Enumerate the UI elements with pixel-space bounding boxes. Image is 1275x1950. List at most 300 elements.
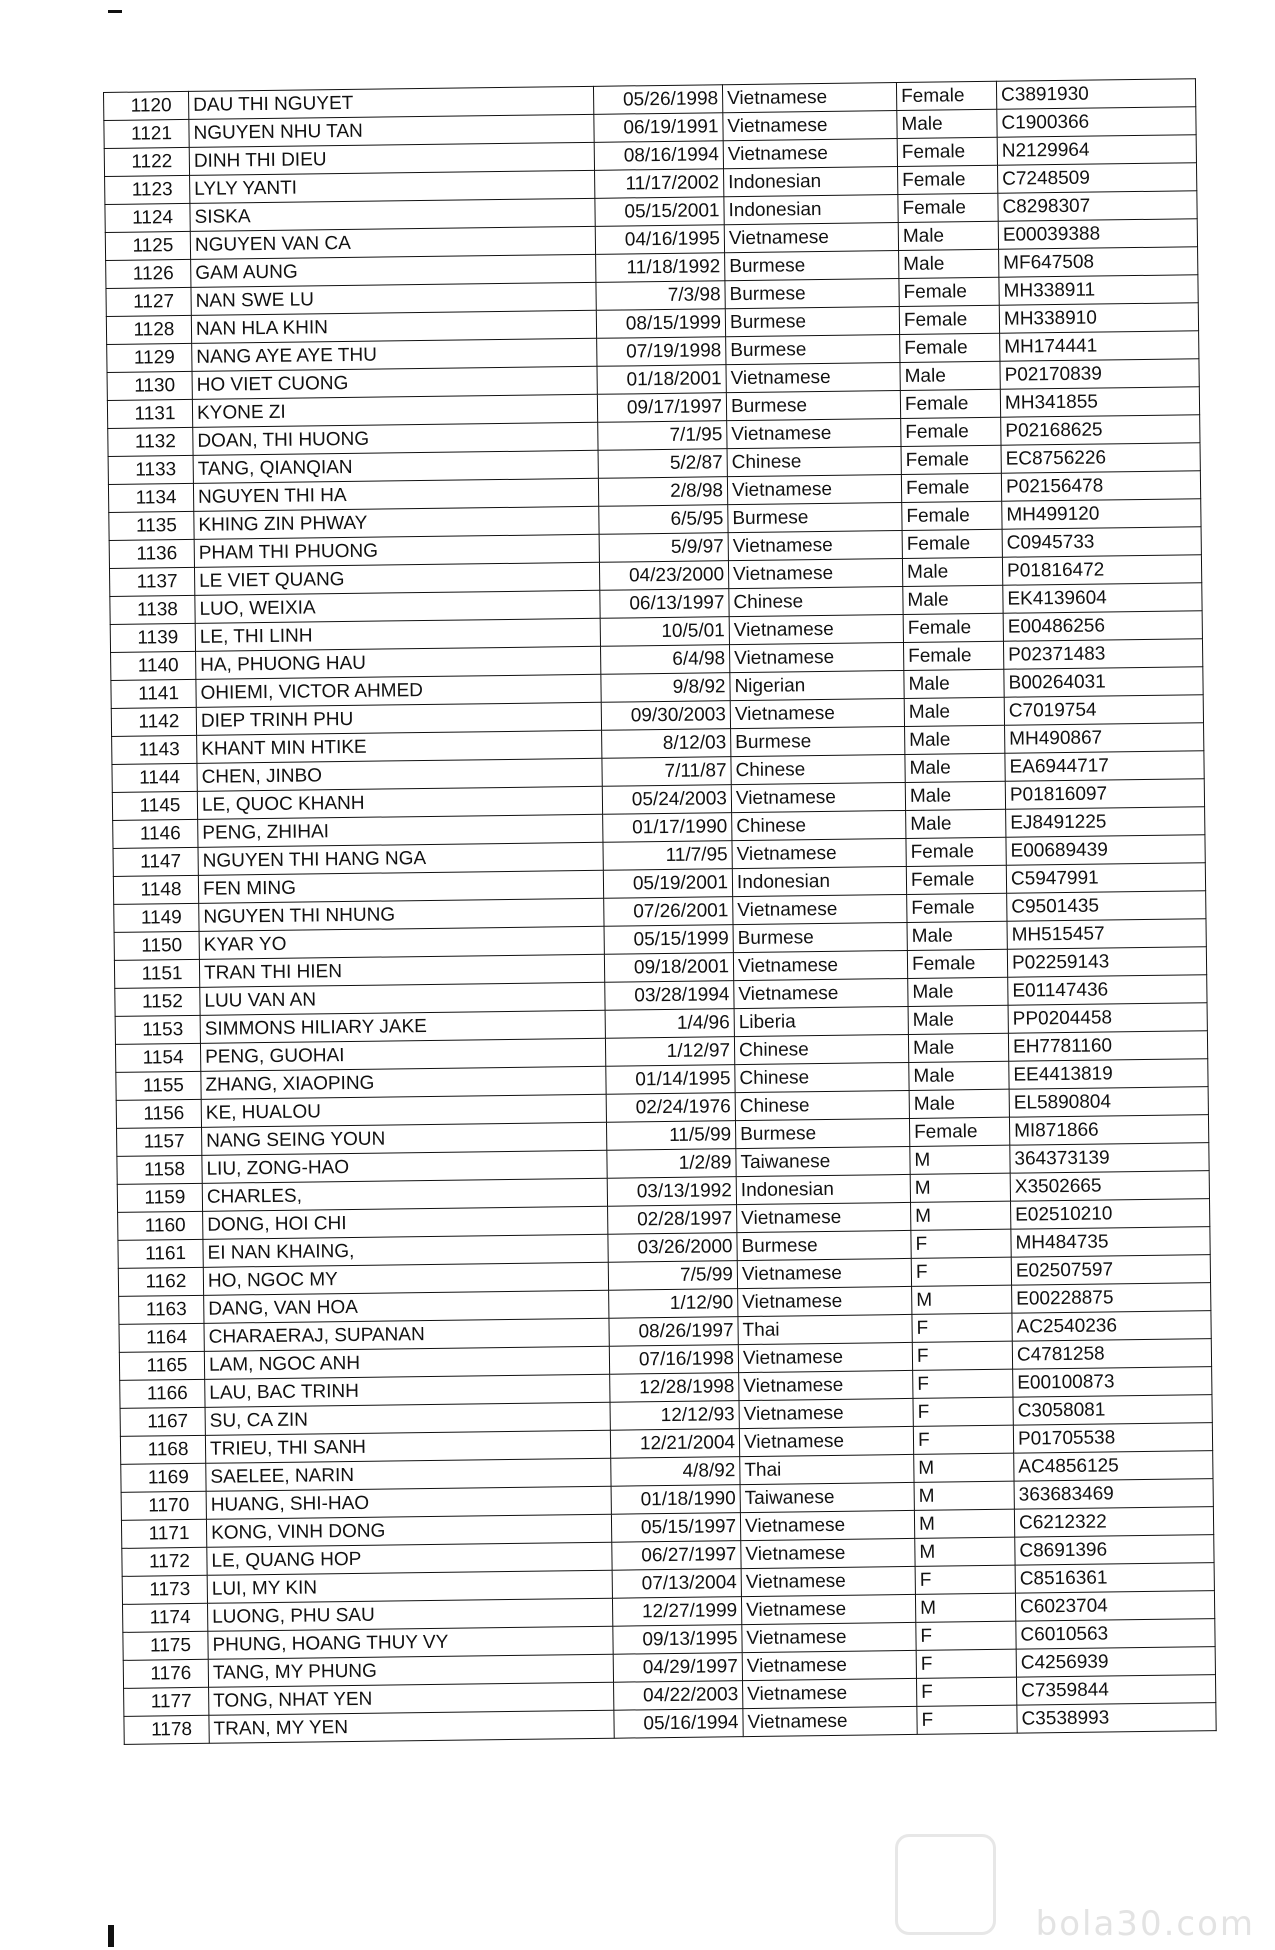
nationality-cell: Chinese — [735, 1062, 909, 1092]
passport-number-cell: C7359844 — [1016, 1675, 1215, 1705]
gender-cell: Male — [899, 249, 999, 278]
date-of-birth-cell: 12/21/2004 — [610, 1429, 739, 1459]
full-name-cell: TRIEU, THI SANH — [205, 1430, 610, 1463]
gender-cell: Male — [898, 221, 998, 250]
full-name-cell: LYLY YANTI — [190, 170, 595, 203]
nationality-cell: Indonesian — [736, 1174, 910, 1204]
gender-cell: M — [914, 1453, 1014, 1482]
full-name-cell: LUU VAN AN — [200, 982, 605, 1015]
full-name-cell: LE, QUANG HOP — [207, 1542, 612, 1575]
gender-cell: F — [916, 1621, 1016, 1650]
nationality-cell: Vietnamese — [729, 614, 903, 644]
passport-number-cell: AC4856125 — [1014, 1451, 1213, 1481]
record-number-cell: 1155 — [116, 1071, 201, 1100]
gender-cell: Female — [907, 949, 1007, 978]
gender-cell: M — [912, 1285, 1012, 1314]
gender-cell: Male — [908, 1005, 1008, 1034]
gender-cell: M — [910, 1145, 1010, 1174]
gender-cell: F — [912, 1313, 1012, 1342]
gender-cell: Female — [897, 165, 997, 194]
date-of-birth-cell: 04/22/2003 — [614, 1681, 743, 1711]
full-name-cell: NANG SEING YOUN — [202, 1122, 607, 1155]
record-number-cell: 1137 — [109, 567, 194, 596]
passport-number-cell: E00039388 — [998, 219, 1197, 249]
passport-number-cell: MI871866 — [1009, 1115, 1208, 1145]
date-of-birth-cell: 02/28/1997 — [608, 1205, 737, 1235]
date-of-birth-cell: 1/4/96 — [605, 1009, 734, 1039]
date-of-birth-cell: 07/19/1998 — [597, 337, 726, 367]
full-name-cell: LE, QUOC KHANH — [197, 786, 602, 819]
full-name-cell: HUANG, SHI-HAO — [206, 1486, 611, 1519]
gender-cell: Female — [898, 193, 998, 222]
date-of-birth-cell: 7/11/87 — [602, 757, 731, 787]
nationality-cell: Burmese — [725, 279, 899, 309]
nationality-cell: Thai — [738, 1314, 912, 1344]
nationality-cell: Vietnamese — [739, 1370, 913, 1400]
record-number-cell: 1132 — [108, 427, 193, 456]
gender-cell: Male — [907, 921, 1007, 950]
passport-number-cell: C7248509 — [997, 163, 1196, 193]
passport-number-cell: B00264031 — [1004, 667, 1203, 697]
watermark-text: bola30.com — [1035, 1904, 1255, 1944]
nationality-cell: Vietnamese — [739, 1398, 913, 1428]
record-number-cell: 1156 — [116, 1099, 201, 1128]
gender-cell: Female — [896, 81, 996, 110]
passport-number-cell: MH338910 — [999, 303, 1198, 333]
record-number-cell: 1136 — [109, 539, 194, 568]
date-of-birth-cell: 09/18/2001 — [604, 953, 733, 983]
gender-cell: F — [912, 1341, 1012, 1370]
date-of-birth-cell: 09/17/1997 — [597, 393, 726, 423]
date-of-birth-cell: 12/28/1998 — [610, 1373, 739, 1403]
full-name-cell: SIMMONS HILIARY JAKE — [200, 1010, 605, 1043]
gender-cell: Female — [906, 837, 1006, 866]
gender-cell: Female — [901, 417, 1001, 446]
passport-number-cell: C6023704 — [1015, 1591, 1214, 1621]
nationality-cell: Vietnamese — [730, 698, 904, 728]
passport-number-cell: E00100873 — [1013, 1367, 1212, 1397]
record-number-cell: 1131 — [107, 399, 192, 428]
gender-cell: M — [915, 1593, 1015, 1622]
passport-number-cell: 363683469 — [1014, 1479, 1213, 1509]
passport-number-cell: C5947991 — [1006, 863, 1205, 893]
passport-number-cell: E00486256 — [1003, 611, 1202, 641]
date-of-birth-cell: 06/19/1991 — [594, 113, 723, 143]
full-name-cell: KHING ZIN PHWAY — [194, 506, 599, 539]
gender-cell: Female — [901, 473, 1001, 502]
full-name-cell: PHUNG, HOANG THUY VY — [208, 1626, 613, 1659]
gender-cell: Male — [909, 1061, 1009, 1090]
passport-number-cell: EJ8491225 — [1006, 807, 1205, 837]
gender-cell: Female — [906, 865, 1006, 894]
record-number-cell: 1151 — [114, 959, 199, 988]
record-number-cell: 1141 — [111, 679, 196, 708]
date-of-birth-cell: 04/29/1997 — [613, 1653, 742, 1683]
date-of-birth-cell: 11/7/95 — [603, 841, 732, 871]
gender-cell: Male — [903, 585, 1003, 614]
date-of-birth-cell: 05/15/1997 — [611, 1513, 740, 1543]
date-of-birth-cell: 05/19/2001 — [603, 869, 732, 899]
passport-number-cell: C8298307 — [998, 191, 1197, 221]
date-of-birth-cell: 5/2/87 — [598, 449, 727, 479]
passport-number-cell: P02259143 — [1007, 947, 1206, 977]
gender-cell: Male — [902, 557, 1002, 586]
date-of-birth-cell: 05/15/1999 — [604, 925, 733, 955]
record-number-cell: 1166 — [120, 1379, 205, 1408]
date-of-birth-cell: 01/18/1990 — [611, 1485, 740, 1515]
record-number-cell: 1159 — [117, 1183, 202, 1212]
full-name-cell: PENG, GUOHAI — [200, 1038, 605, 1071]
date-of-birth-cell: 8/12/03 — [602, 729, 731, 759]
date-of-birth-cell: 03/28/1994 — [605, 981, 734, 1011]
record-number-cell: 1120 — [104, 91, 189, 120]
nationality-cell: Vietnamese — [726, 363, 900, 393]
nationality-cell: Chinese — [727, 447, 901, 477]
full-name-cell: PHAM THI PHUONG — [194, 534, 599, 567]
nationality-cell: Vietnamese — [733, 950, 907, 980]
full-name-cell: NAN HLA KHIN — [191, 310, 596, 343]
date-of-birth-cell: 07/13/2004 — [612, 1569, 741, 1599]
full-name-cell: LE VIET QUANG — [194, 562, 599, 595]
gender-cell: F — [911, 1229, 1011, 1258]
nationality-cell: Indonesian — [724, 167, 898, 197]
record-number-cell: 1128 — [106, 315, 191, 344]
nationality-cell: Vietnamese — [737, 1258, 911, 1288]
nationality-cell: Chinese — [731, 754, 905, 784]
full-name-cell: DANG, VAN HOA — [204, 1290, 609, 1323]
record-number-cell: 1122 — [104, 147, 189, 176]
record-number-cell: 1129 — [107, 343, 192, 372]
passport-number-cell: EL5890804 — [1009, 1087, 1208, 1117]
nationality-cell: Vietnamese — [743, 1678, 917, 1708]
nationality-cell: Liberia — [734, 1006, 908, 1036]
full-name-cell: DONG, HOI CHI — [203, 1206, 608, 1239]
date-of-birth-cell: 08/26/1997 — [609, 1317, 738, 1347]
gender-cell: F — [913, 1425, 1013, 1454]
full-name-cell: HA, PHUONG HAU — [196, 646, 601, 679]
date-of-birth-cell: 1/12/90 — [609, 1289, 738, 1319]
date-of-birth-cell: 03/26/2000 — [608, 1233, 737, 1263]
date-of-birth-cell: 9/8/92 — [601, 673, 730, 703]
nationality-cell: Indonesian — [732, 866, 906, 896]
date-of-birth-cell: 05/26/1998 — [593, 85, 722, 115]
full-name-cell: KYAR YO — [199, 926, 604, 959]
scan-mark-bottom — [108, 1925, 114, 1947]
gender-cell: Male — [904, 669, 1004, 698]
full-name-cell: DIEP TRINH PHU — [196, 702, 601, 735]
date-of-birth-cell: 7/3/98 — [596, 281, 725, 311]
passport-number-cell: EA6944717 — [1005, 751, 1204, 781]
nationality-cell: Burmese — [725, 307, 899, 337]
record-number-cell: 1164 — [119, 1323, 204, 1352]
record-number-cell: 1170 — [121, 1491, 206, 1520]
full-name-cell: TONG, NHAT YEN — [209, 1682, 614, 1715]
gender-cell: Male — [897, 109, 997, 138]
passport-number-cell: C3891930 — [996, 79, 1195, 109]
passport-number-cell: MH515457 — [1007, 919, 1206, 949]
full-name-cell: TANG, QIANQIAN — [193, 450, 598, 483]
record-number-cell: 1163 — [119, 1295, 204, 1324]
date-of-birth-cell: 06/13/1997 — [600, 589, 729, 619]
full-name-cell: TRAN, MY YEN — [209, 1710, 614, 1743]
gender-cell: Male — [906, 809, 1006, 838]
date-of-birth-cell: 05/24/2003 — [602, 785, 731, 815]
nationality-cell: Vietnamese — [728, 530, 902, 560]
passport-number-cell: 364373139 — [1010, 1143, 1209, 1173]
record-number-cell: 1173 — [122, 1575, 207, 1604]
record-number-cell: 1139 — [110, 623, 195, 652]
nationality-cell: Vietnamese — [722, 83, 896, 113]
passport-number-cell: C6010563 — [1016, 1619, 1215, 1649]
passport-number-cell: C1900366 — [997, 107, 1196, 137]
full-name-cell: KE, HUALOU — [201, 1094, 606, 1127]
date-of-birth-cell: 09/13/1995 — [613, 1625, 742, 1655]
gender-cell: M — [915, 1537, 1015, 1566]
passport-number-cell: P01816472 — [1002, 555, 1201, 585]
gender-cell: Male — [905, 781, 1005, 810]
full-name-cell: KONG, VINH DONG — [206, 1514, 611, 1547]
date-of-birth-cell: 01/14/1995 — [606, 1065, 735, 1095]
passport-number-cell: MH499120 — [1002, 499, 1201, 529]
date-of-birth-cell: 6/5/95 — [599, 505, 728, 535]
passport-number-cell: E00689439 — [1006, 835, 1205, 865]
passport-number-cell: E02507597 — [1011, 1255, 1210, 1285]
gender-cell: Male — [900, 361, 1000, 390]
full-name-cell: LUI, MY KIN — [207, 1570, 612, 1603]
nationality-cell: Vietnamese — [727, 474, 901, 504]
nationality-cell: Taiwanese — [736, 1146, 910, 1176]
record-number-cell: 1142 — [111, 707, 196, 736]
nationality-cell: Burmese — [733, 922, 907, 952]
full-name-cell: LAU, BAC TRINH — [205, 1374, 610, 1407]
nationality-cell: Vietnamese — [741, 1566, 915, 1596]
full-name-cell: LUO, WEIXIA — [195, 590, 600, 623]
gender-cell: Male — [908, 1033, 1008, 1062]
record-number-cell: 1145 — [112, 791, 197, 820]
record-number-cell: 1157 — [117, 1127, 202, 1156]
date-of-birth-cell: 2/8/98 — [598, 477, 727, 507]
passport-number-cell: MH484735 — [1011, 1227, 1210, 1257]
passport-number-cell: MF647508 — [999, 247, 1198, 277]
nationality-cell: Vietnamese — [737, 1202, 911, 1232]
record-number-cell: 1177 — [124, 1687, 209, 1716]
gender-cell: M — [914, 1509, 1014, 1538]
passport-number-cell: E00228875 — [1012, 1283, 1211, 1313]
record-number-cell: 1149 — [114, 903, 199, 932]
date-of-birth-cell: 08/16/1994 — [594, 141, 723, 171]
gender-cell: Male — [909, 1089, 1009, 1118]
record-number-cell: 1165 — [119, 1351, 204, 1380]
date-of-birth-cell: 09/30/2003 — [601, 701, 730, 731]
passport-number-cell: EE4413819 — [1009, 1059, 1208, 1089]
nationality-cell: Vietnamese — [740, 1510, 914, 1540]
gender-cell: F — [916, 1649, 1016, 1678]
passport-number-cell: C6212322 — [1014, 1507, 1213, 1537]
nationality-cell: Vietnamese — [733, 894, 907, 924]
date-of-birth-cell: 01/17/1990 — [603, 813, 732, 843]
full-name-cell: CHARAERAJ, SUPANAN — [204, 1318, 609, 1351]
full-name-cell: NGUYEN THI NHUNG — [199, 898, 604, 931]
date-of-birth-cell: 11/18/1992 — [596, 253, 725, 283]
nationality-cell: Vietnamese — [741, 1538, 915, 1568]
date-of-birth-cell: 07/16/1998 — [609, 1345, 738, 1375]
passport-number-cell: P02170839 — [1000, 359, 1199, 389]
gender-cell: M — [914, 1481, 1014, 1510]
watermark — [895, 1824, 1255, 1944]
record-number-cell: 1138 — [110, 595, 195, 624]
gender-cell: Female — [899, 277, 999, 306]
date-of-birth-cell: 10/5/01 — [600, 617, 729, 647]
nationality-cell: Vietnamese — [727, 419, 901, 449]
date-of-birth-cell: 1/2/89 — [607, 1149, 736, 1179]
passport-number-cell: C3538993 — [1017, 1703, 1216, 1733]
full-name-cell: PENG, ZHIHAI — [198, 814, 603, 847]
full-name-cell: HO, NGOC MY — [203, 1262, 608, 1295]
record-number-cell: 1158 — [117, 1155, 202, 1184]
record-number-cell: 1172 — [122, 1547, 207, 1576]
nationality-cell: Thai — [740, 1454, 914, 1484]
passport-number-cell: MH174441 — [1000, 331, 1199, 361]
date-of-birth-cell: 11/5/99 — [606, 1121, 735, 1151]
full-name-cell: CHEN, JINBO — [197, 758, 602, 791]
passport-number-cell: P02156478 — [1001, 471, 1200, 501]
nationality-cell: Indonesian — [724, 195, 898, 225]
nationality-cell: Chinese — [729, 586, 903, 616]
full-name-cell: LAM, NGOC ANH — [204, 1346, 609, 1379]
record-number-cell: 1152 — [115, 987, 200, 1016]
gender-cell: Female — [903, 613, 1003, 642]
full-name-cell: OHIEMI, VICTOR AHMED — [196, 674, 601, 707]
full-name-cell: CHARLES, — [202, 1178, 607, 1211]
nationality-cell: Burmese — [731, 726, 905, 756]
date-of-birth-cell: 01/18/2001 — [597, 365, 726, 395]
record-number-cell: 1133 — [108, 455, 193, 484]
passport-number-cell: C3058081 — [1013, 1395, 1212, 1425]
gender-cell: Female — [907, 893, 1007, 922]
passport-number-cell: C9501435 — [1007, 891, 1206, 921]
nationality-cell: Taiwanese — [740, 1482, 914, 1512]
gender-cell: Female — [902, 529, 1002, 558]
date-of-birth-cell: 05/16/1994 — [614, 1709, 743, 1739]
gender-cell: Female — [902, 501, 1002, 530]
nationality-cell: Burmese — [726, 335, 900, 365]
full-name-cell: FEN MING — [198, 870, 603, 903]
nationality-cell: Chinese — [734, 1034, 908, 1064]
date-of-birth-cell: 02/24/1976 — [606, 1093, 735, 1123]
gender-cell: M — [911, 1201, 1011, 1230]
date-of-birth-cell: 12/12/93 — [610, 1401, 739, 1431]
gender-cell: Male — [905, 753, 1005, 782]
gender-cell: F — [915, 1565, 1015, 1594]
records-body — [104, 79, 1217, 1745]
full-name-cell: TRAN THI HIEN — [199, 954, 604, 987]
gender-cell: F — [911, 1257, 1011, 1286]
gender-cell: Male — [904, 697, 1004, 726]
record-number-cell: 1148 — [113, 875, 198, 904]
gender-cell: Female — [899, 305, 999, 334]
passport-number-cell: P02371483 — [1003, 639, 1202, 669]
passport-number-cell: MH490867 — [1005, 723, 1204, 753]
gender-cell: F — [916, 1677, 1016, 1706]
date-of-birth-cell: 4/8/92 — [611, 1457, 740, 1487]
passport-number-cell: E02510210 — [1011, 1199, 1210, 1229]
watermark-logo-icon — [895, 1834, 996, 1935]
nationality-cell: Vietnamese — [743, 1706, 917, 1736]
record-number-cell: 1124 — [105, 203, 190, 232]
record-number-cell: 1167 — [120, 1407, 205, 1436]
record-number-cell: 1153 — [115, 1015, 200, 1044]
gender-cell: Female — [909, 1117, 1009, 1146]
full-name-cell: EI NAN KHAING, — [203, 1234, 608, 1267]
nationality-cell: Vietnamese — [731, 782, 905, 812]
nationality-cell: Vietnamese — [742, 1622, 916, 1652]
nationality-cell: Vietnamese — [734, 978, 908, 1008]
gender-cell: F — [917, 1705, 1017, 1734]
full-name-cell: NAN SWE LU — [191, 282, 596, 315]
record-number-cell: 1144 — [112, 763, 197, 792]
date-of-birth-cell: 1/12/97 — [605, 1037, 734, 1067]
full-name-cell: TANG, MY PHUNG — [208, 1654, 613, 1687]
record-number-cell: 1169 — [121, 1463, 206, 1492]
full-name-cell: NGUYEN THI HANG NGA — [198, 842, 603, 875]
full-name-cell: GAM AUNG — [191, 254, 596, 287]
record-number-cell: 1154 — [115, 1043, 200, 1072]
record-number-cell: 1130 — [107, 371, 192, 400]
passport-number-cell: C0945733 — [1002, 527, 1201, 557]
date-of-birth-cell: 04/23/2000 — [599, 561, 728, 591]
gender-cell: F — [913, 1369, 1013, 1398]
record-number-cell: 1160 — [118, 1211, 203, 1240]
full-name-cell: DINH THI DIEU — [189, 142, 594, 175]
passport-number-cell: MH341855 — [1000, 387, 1199, 417]
record-number-cell: 1127 — [106, 287, 191, 316]
record-number-cell: 1174 — [123, 1603, 208, 1632]
nationality-cell: Vietnamese — [732, 838, 906, 868]
full-name-cell: NGUYEN VAN CA — [190, 226, 595, 259]
nationality-cell: Chinese — [735, 1090, 909, 1120]
full-name-cell: HO VIET CUONG — [192, 366, 597, 399]
record-number-cell: 1126 — [106, 259, 191, 288]
record-number-cell: 1176 — [123, 1659, 208, 1688]
scan-mark-top — [108, 10, 122, 13]
passport-number-cell: C4256939 — [1016, 1647, 1215, 1677]
record-number-cell: 1162 — [118, 1267, 203, 1296]
record-number-cell: 1150 — [114, 931, 199, 960]
passport-number-cell: EH7781160 — [1008, 1031, 1207, 1061]
record-number-cell: 1125 — [105, 231, 190, 260]
full-name-cell: SISKA — [190, 198, 595, 231]
full-name-cell: NGUYEN NHU TAN — [189, 114, 594, 147]
date-of-birth-cell: 7/1/95 — [598, 421, 727, 451]
record-number-cell: 1123 — [105, 175, 190, 204]
nationality-cell: Burmese — [728, 502, 902, 532]
nationality-cell: Nigerian — [730, 670, 904, 700]
nationality-cell: Chinese — [732, 810, 906, 840]
records-table — [103, 78, 1217, 1745]
record-number-cell: 1121 — [104, 119, 189, 148]
passport-number-cell: PP0204458 — [1008, 1003, 1207, 1033]
date-of-birth-cell: 5/9/97 — [599, 533, 728, 563]
full-name-cell: ZHANG, XIAOPING — [201, 1066, 606, 1099]
passport-number-cell: X3502665 — [1010, 1171, 1209, 1201]
passport-number-cell: C7019754 — [1004, 695, 1203, 725]
full-name-cell: LE, THI LINH — [195, 618, 600, 651]
nationality-cell: Burmese — [725, 251, 899, 281]
nationality-cell: Vietnamese — [728, 558, 902, 588]
record-number-cell: 1134 — [108, 483, 193, 512]
full-name-cell: LIU, ZONG-HAO — [202, 1150, 607, 1183]
passport-number-cell: MH338911 — [999, 275, 1198, 305]
